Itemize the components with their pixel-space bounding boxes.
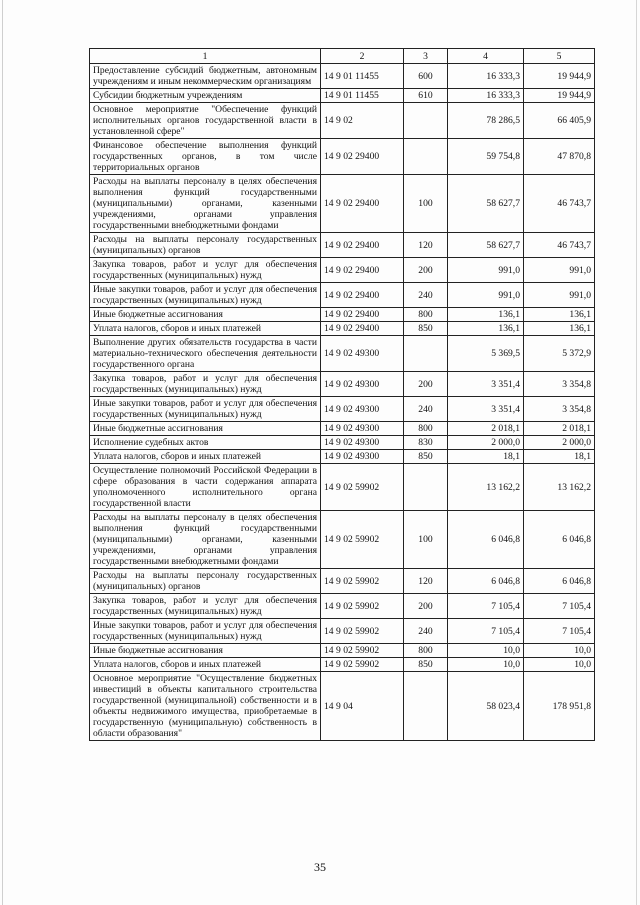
budget-table	[89, 48, 595, 741]
cell-description: Иные закупки товаров, работ и услуг для обеспечения государственных (муниципальных) нужд	[90, 619, 321, 644]
cell-description: Закупка товаров, работ и услуг для обеспечения государственных (муниципальных) нужд	[90, 372, 321, 397]
cell-amount-col5: 5 372,9	[524, 336, 595, 372]
cell-description: Основное мероприятие "Обеспечение функций исполнительных органов государственной власти в установленной сфере"	[90, 103, 321, 139]
cell-amount-col4: 3 351,4	[448, 397, 524, 422]
cell-expense-type: 800	[404, 644, 448, 658]
table-row	[90, 644, 595, 658]
cell-description: Исполнение судебных актов	[90, 436, 321, 450]
table-row	[90, 511, 595, 569]
cell-amount-col4: 16 333,3	[448, 64, 524, 89]
cell-amount-col4: 16 333,3	[448, 89, 524, 103]
table-row	[90, 464, 595, 511]
cell-description: Иные закупки товаров, работ и услуг для обеспечения государственных (муниципальных) нужд	[90, 397, 321, 422]
cell-description: Финансовое обеспечение выполнения функций государственных органов, в том числе территориальных органов	[90, 139, 321, 175]
cell-amount-col4: 991,0	[448, 283, 524, 308]
cell-expense-type: 200	[404, 372, 448, 397]
cell-amount-col4: 13 162,2	[448, 464, 524, 511]
cell-target-article-code: 14 9 02 59902	[321, 464, 404, 511]
cell-amount-col5: 7 105,4	[524, 594, 595, 619]
cell-amount-col4: 5 369,5	[448, 336, 524, 372]
cell-description: Уплата налогов, сборов и иных платежей	[90, 322, 321, 336]
cell-description: Расходы на выплаты персоналу в целях обеспечения выполнения функций государственными (муниципальными) органами, казенными учреждениями, органами управления государственными внебюджетными фондами	[90, 511, 321, 569]
table-row	[90, 436, 595, 450]
cell-expense-type: 600	[404, 64, 448, 89]
cell-target-article-code: 14 9 02 29400	[321, 308, 404, 322]
cell-amount-col4: 136,1	[448, 308, 524, 322]
scan-edge-right	[636, 0, 637, 905]
cell-expense-type	[404, 103, 448, 139]
column-header-2: 2	[321, 49, 404, 64]
cell-amount-col5: 19 944,9	[524, 89, 595, 103]
cell-amount-col4: 10,0	[448, 658, 524, 672]
cell-target-article-code: 14 9 02 59902	[321, 619, 404, 644]
cell-amount-col5: 13 162,2	[524, 464, 595, 511]
cell-target-article-code: 14 9 02 29400	[321, 175, 404, 233]
table-row	[90, 450, 595, 464]
cell-expense-type	[404, 672, 448, 741]
cell-target-article-code: 14 9 02 59902	[321, 658, 404, 672]
cell-amount-col4: 6 046,8	[448, 569, 524, 594]
table-row	[90, 322, 595, 336]
cell-target-article-code: 14 9 02	[321, 103, 404, 139]
cell-amount-col4: 58 627,7	[448, 175, 524, 233]
cell-amount-col4: 136,1	[448, 322, 524, 336]
cell-target-article-code: 14 9 02 59902	[321, 511, 404, 569]
cell-description: Иные закупки товаров, работ и услуг для обеспечения государственных (муниципальных) нужд	[90, 283, 321, 308]
cell-amount-col5: 991,0	[524, 283, 595, 308]
cell-amount-col5: 6 046,8	[524, 511, 595, 569]
cell-target-article-code: 14 9 02 49300	[321, 436, 404, 450]
cell-target-article-code: 14 9 02 49300	[321, 372, 404, 397]
table-row	[90, 372, 595, 397]
cell-amount-col4: 991,0	[448, 258, 524, 283]
column-header-4: 4	[448, 49, 524, 64]
cell-amount-col4: 58 023,4	[448, 672, 524, 741]
cell-expense-type	[404, 336, 448, 372]
scan-edge-left	[2, 0, 3, 905]
cell-description: Расходы на выплаты персоналу государственных (муниципальных) органов	[90, 569, 321, 594]
cell-expense-type	[404, 139, 448, 175]
table-header-row	[90, 49, 595, 64]
cell-expense-type: 240	[404, 397, 448, 422]
cell-description: Предоставление субсидий бюджетным, автономным учреждениям и иным некоммерческим организациям	[90, 64, 321, 89]
cell-target-article-code: 14 9 02 29400	[321, 258, 404, 283]
cell-amount-col4: 78 286,5	[448, 103, 524, 139]
cell-expense-type: 100	[404, 175, 448, 233]
cell-expense-type: 240	[404, 619, 448, 644]
cell-target-article-code: 14 9 02 29400	[321, 233, 404, 258]
cell-description: Выполнение других обязательств государства в части материально-технического обеспечения деятельности государственного органа	[90, 336, 321, 372]
cell-amount-col5: 10,0	[524, 644, 595, 658]
column-header-3: 3	[404, 49, 448, 64]
table-row	[90, 89, 595, 103]
cell-expense-type: 200	[404, 594, 448, 619]
cell-description: Расходы на выплаты персоналу в целях обеспечения выполнения функций государственными (муниципальными) органами, казенными учреждениями, органами управления государственными внебюджетными фондами	[90, 175, 321, 233]
table-row	[90, 283, 595, 308]
cell-amount-col5: 3 354,8	[524, 372, 595, 397]
cell-amount-col5: 136,1	[524, 308, 595, 322]
table-row	[90, 594, 595, 619]
table-row	[90, 139, 595, 175]
cell-description: Закупка товаров, работ и услуг для обеспечения государственных (муниципальных) нужд	[90, 594, 321, 619]
cell-amount-col4: 59 754,8	[448, 139, 524, 175]
cell-expense-type	[404, 464, 448, 511]
cell-target-article-code: 14 9 02 59902	[321, 569, 404, 594]
cell-target-article-code: 14 9 02 49300	[321, 397, 404, 422]
cell-target-article-code: 14 9 02 59902	[321, 594, 404, 619]
cell-description: Иные бюджетные ассигнования	[90, 644, 321, 658]
cell-expense-type: 240	[404, 283, 448, 308]
cell-description: Осуществление полномочий Российской Федерации в сфере образования в части содержания аппарата уполномоченного исполнительного органа государственной власти	[90, 464, 321, 511]
table-row	[90, 233, 595, 258]
cell-expense-type: 610	[404, 89, 448, 103]
cell-amount-col4: 2 018,1	[448, 422, 524, 436]
cell-amount-col5: 10,0	[524, 658, 595, 672]
cell-expense-type: 850	[404, 658, 448, 672]
cell-description: Субсидии бюджетным учреждениям	[90, 89, 321, 103]
table-row	[90, 308, 595, 322]
cell-expense-type: 100	[404, 511, 448, 569]
cell-amount-col5: 178 951,8	[524, 672, 595, 741]
table-body	[90, 64, 595, 741]
table-row	[90, 336, 595, 372]
cell-amount-col5: 47 870,8	[524, 139, 595, 175]
cell-amount-col4: 6 046,8	[448, 511, 524, 569]
cell-expense-type: 800	[404, 422, 448, 436]
cell-amount-col4: 58 627,7	[448, 233, 524, 258]
cell-amount-col4: 18,1	[448, 450, 524, 464]
cell-amount-col4: 2 000,0	[448, 436, 524, 450]
cell-expense-type: 200	[404, 258, 448, 283]
cell-amount-col5: 7 105,4	[524, 619, 595, 644]
cell-description: Расходы на выплаты персоналу государственных (муниципальных) органов	[90, 233, 321, 258]
cell-amount-col5: 46 743,7	[524, 233, 595, 258]
cell-amount-col4: 7 105,4	[448, 594, 524, 619]
cell-target-article-code: 14 9 02 49300	[321, 422, 404, 436]
cell-amount-col5: 6 046,8	[524, 569, 595, 594]
cell-target-article-code: 14 9 02 49300	[321, 336, 404, 372]
cell-target-article-code: 14 9 02 49300	[321, 450, 404, 464]
cell-target-article-code: 14 9 02 29400	[321, 283, 404, 308]
table-row	[90, 422, 595, 436]
cell-amount-col4: 7 105,4	[448, 619, 524, 644]
cell-target-article-code: 14 9 02 59902	[321, 644, 404, 658]
cell-expense-type: 120	[404, 569, 448, 594]
column-header-5: 5	[524, 49, 595, 64]
cell-target-article-code: 14 9 01 11455	[321, 89, 404, 103]
column-header-1: 1	[90, 49, 321, 64]
cell-description: Закупка товаров, работ и услуг для обеспечения государственных (муниципальных) нужд	[90, 258, 321, 283]
cell-expense-type: 830	[404, 436, 448, 450]
cell-expense-type: 800	[404, 308, 448, 322]
cell-description: Иные бюджетные ассигнования	[90, 308, 321, 322]
cell-amount-col5: 2 018,1	[524, 422, 595, 436]
table-row	[90, 397, 595, 422]
table-row	[90, 658, 595, 672]
table-row	[90, 103, 595, 139]
cell-description: Уплата налогов, сборов и иных платежей	[90, 450, 321, 464]
table-row	[90, 64, 595, 89]
cell-amount-col5: 19 944,9	[524, 64, 595, 89]
cell-target-article-code: 14 9 02 29400	[321, 139, 404, 175]
cell-amount-col4: 3 351,4	[448, 372, 524, 397]
table-row	[90, 258, 595, 283]
table-row	[90, 569, 595, 594]
cell-expense-type: 850	[404, 450, 448, 464]
cell-target-article-code: 14 9 02 29400	[321, 322, 404, 336]
cell-expense-type: 850	[404, 322, 448, 336]
cell-amount-col5: 66 405,9	[524, 103, 595, 139]
table-row	[90, 619, 595, 644]
cell-amount-col4: 10,0	[448, 644, 524, 658]
cell-amount-col5: 2 000,0	[524, 436, 595, 450]
cell-description: Основное мероприятие "Осуществление бюджетных инвестиций в объекты капитального строительства государственной (муниципальной) собственности и в объекты недвижимого имущества, приобретаемые в государственную (муниципальную) собственность в области образования"	[90, 672, 321, 741]
cell-description: Уплата налогов, сборов и иных платежей	[90, 658, 321, 672]
cell-amount-col5: 991,0	[524, 258, 595, 283]
cell-amount-col5: 18,1	[524, 450, 595, 464]
table-row	[90, 175, 595, 233]
table-row	[90, 672, 595, 741]
cell-target-article-code: 14 9 04	[321, 672, 404, 741]
cell-expense-type: 120	[404, 233, 448, 258]
cell-amount-col5: 3 354,8	[524, 397, 595, 422]
page-number: 35	[314, 860, 326, 874]
cell-target-article-code: 14 9 01 11455	[321, 64, 404, 89]
cell-amount-col5: 46 743,7	[524, 175, 595, 233]
cell-description: Иные бюджетные ассигнования	[90, 422, 321, 436]
cell-amount-col5: 136,1	[524, 322, 595, 336]
